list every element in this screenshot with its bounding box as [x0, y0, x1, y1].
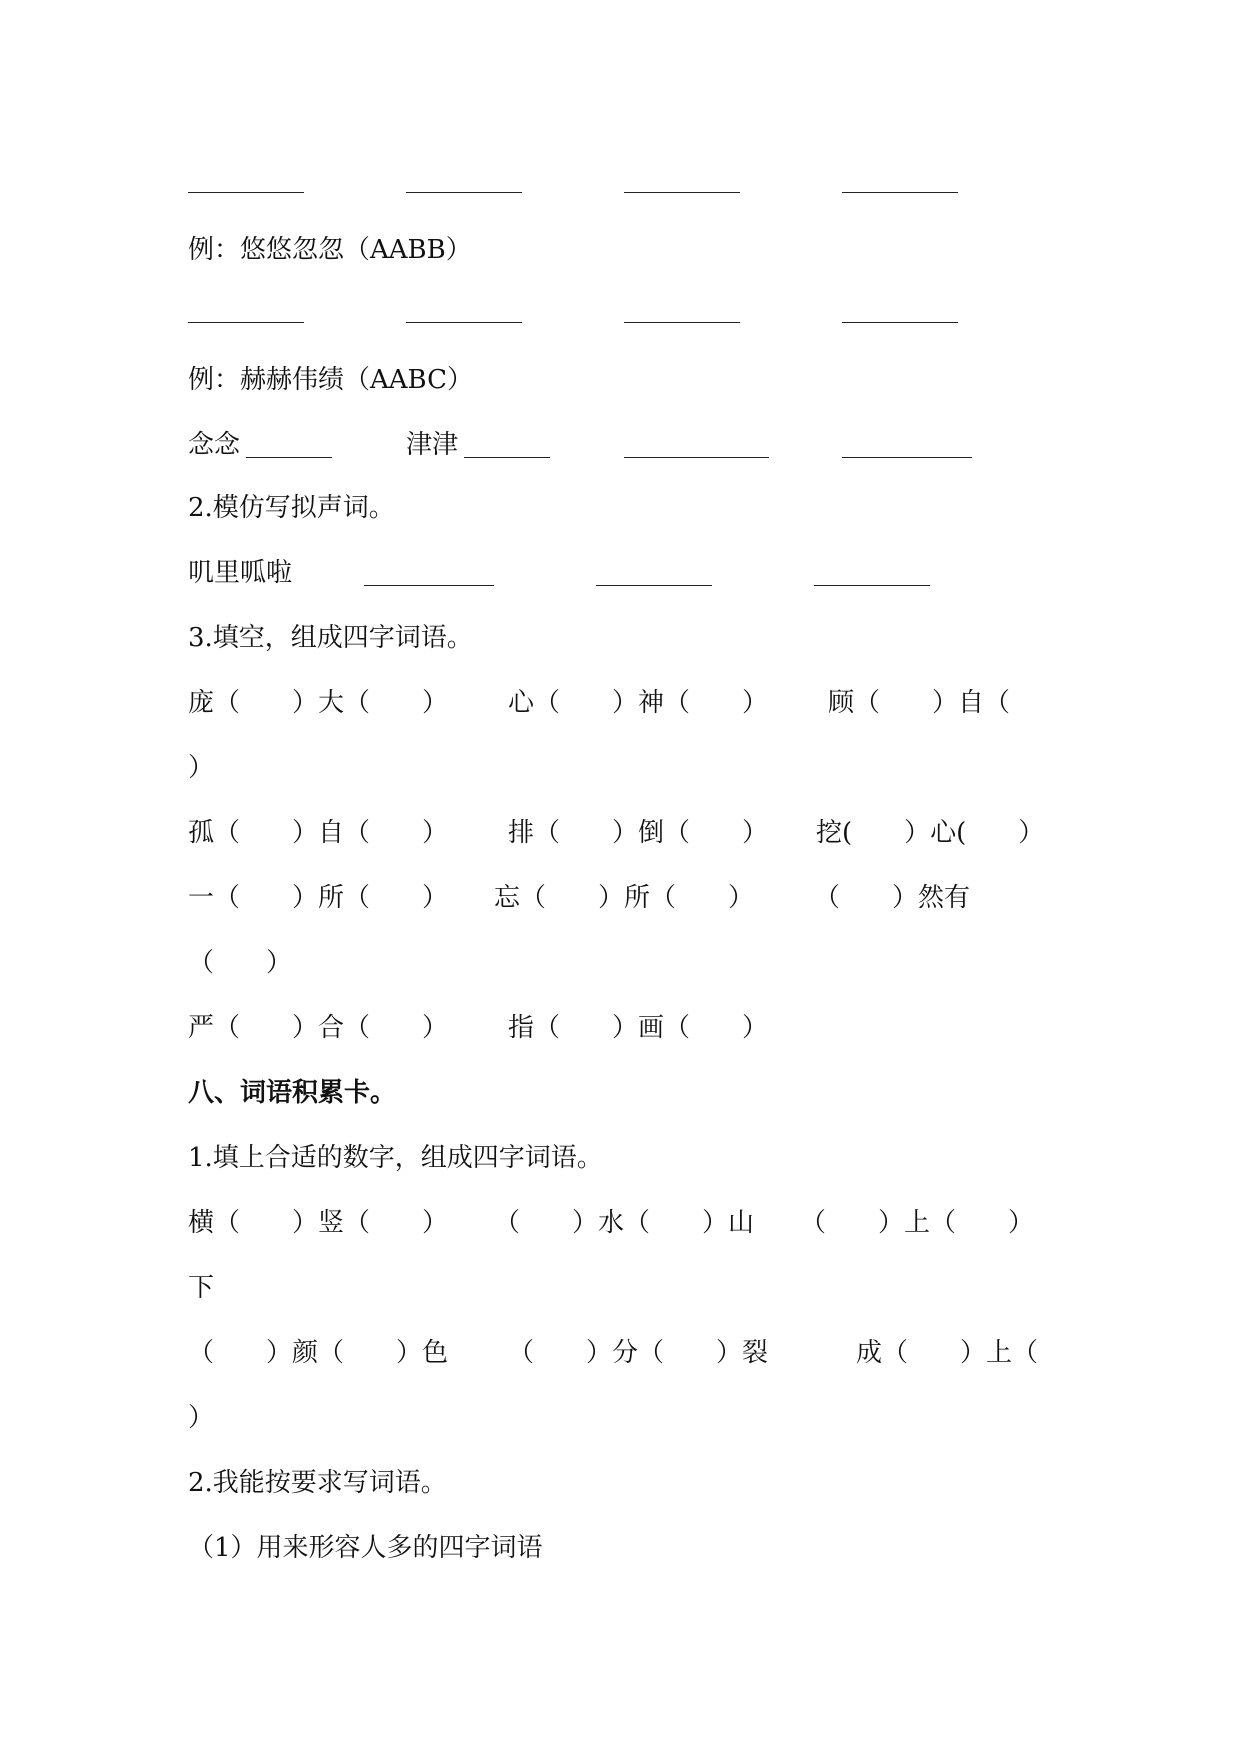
- answer-blank[interactable]: [842, 322, 958, 323]
- example-aabb: [0, 230, 1241, 270]
- onomatopoeia-row: [0, 553, 1241, 593]
- number-fill-row-1: [0, 1203, 1241, 1243]
- question-3-title: [0, 618, 1241, 658]
- fill-item[interactable]: 一（ ）所（ ）: [188, 883, 449, 913]
- blank-row-2: [0, 290, 1241, 330]
- fill-item[interactable]: （ ）然有: [814, 883, 971, 913]
- wrap-row-1: [0, 748, 1241, 788]
- fill-row-4: [0, 1008, 1241, 1048]
- answer-blank[interactable]: [406, 322, 522, 323]
- fill-item[interactable]: 顾（ ）自（: [828, 688, 1011, 718]
- wrap-text: 下: [188, 1273, 215, 1303]
- aabc-row: [0, 425, 1241, 465]
- question-text: 1.填上合适的数字，组成四字词语。: [188, 1143, 603, 1173]
- sub-question-1: [0, 1528, 1241, 1568]
- wrap-row-2: [0, 943, 1241, 983]
- example-text: 例：赫赫伟绩（AABC）: [188, 365, 474, 395]
- example-word: 叽里呱啦: [188, 558, 293, 588]
- fill-item[interactable]: （ ）水（ ）山: [494, 1208, 755, 1238]
- wrap-row-4: [0, 1398, 1241, 1438]
- question-2b-title: [0, 1463, 1241, 1503]
- fill-row-2: [0, 813, 1241, 853]
- fill-row-3: [0, 878, 1241, 918]
- fill-row-1: [0, 683, 1241, 723]
- fill-item[interactable]: 心（ ）神（ ）: [508, 688, 769, 718]
- answer-blank[interactable]: [814, 585, 930, 586]
- sub-question-text: （1）用来形容人多的四字词语: [188, 1533, 543, 1563]
- answer-blank[interactable]: [464, 457, 550, 458]
- number-fill-row-2: [0, 1333, 1241, 1373]
- question-2-title: [0, 488, 1241, 528]
- answer-blank[interactable]: [842, 457, 972, 458]
- section-title: 八、词语积累卡。: [188, 1078, 397, 1108]
- answer-blank[interactable]: [842, 192, 958, 193]
- section-8-heading: [0, 1073, 1241, 1113]
- fill-item[interactable]: 挖( ）心( ）: [816, 818, 1045, 848]
- answer-blank[interactable]: [624, 457, 769, 458]
- question-text: 2.我能按要求写词语。: [188, 1468, 447, 1498]
- fill-item[interactable]: （ ）分（ ）裂: [508, 1338, 769, 1368]
- fill-item[interactable]: （ ）上（ ）: [800, 1208, 1035, 1238]
- wrap-text: ）: [188, 1403, 215, 1433]
- example-aabc: [0, 360, 1241, 400]
- answer-blank[interactable]: [624, 192, 740, 193]
- fill-item[interactable]: 排（ ）倒（ ）: [508, 818, 769, 848]
- answer-blank[interactable]: [188, 322, 304, 323]
- fill-item[interactable]: 指（ ）画（ ）: [508, 1013, 769, 1043]
- answer-blank[interactable]: [246, 457, 332, 458]
- fill-item[interactable]: 庞（ ）大（ ）: [188, 688, 449, 718]
- question-text: 2.模仿写拟声词。: [188, 493, 395, 523]
- question-text: 3.填空，组成四字词语。: [188, 623, 473, 653]
- fill-item[interactable]: 横（ ）竖（ ）: [188, 1208, 449, 1238]
- answer-blank[interactable]: [188, 192, 304, 193]
- word-prefix: 津津: [406, 430, 459, 460]
- fill-item[interactable]: 严（ ）合（ ）: [188, 1013, 449, 1043]
- wrap-text[interactable]: （ ）: [188, 948, 293, 978]
- answer-blank[interactable]: [624, 322, 740, 323]
- blank-row-1: [0, 160, 1241, 200]
- answer-blank[interactable]: [364, 585, 494, 586]
- question-1-title: [0, 1138, 1241, 1178]
- answer-blank[interactable]: [406, 192, 522, 193]
- example-text: 例：悠悠忽忽（AABB）: [188, 235, 472, 265]
- fill-item[interactable]: （ ）颜（ ）色: [188, 1338, 449, 1368]
- fill-item[interactable]: 忘（ ）所（ ）: [494, 883, 755, 913]
- fill-item[interactable]: 成（ ）上（: [856, 1338, 1039, 1368]
- wrap-text: ）: [188, 753, 215, 783]
- word-prefix: 念念: [188, 430, 241, 460]
- answer-blank[interactable]: [596, 585, 712, 586]
- fill-item[interactable]: 孤（ ）自（ ）: [188, 818, 449, 848]
- wrap-row-3: [0, 1268, 1241, 1308]
